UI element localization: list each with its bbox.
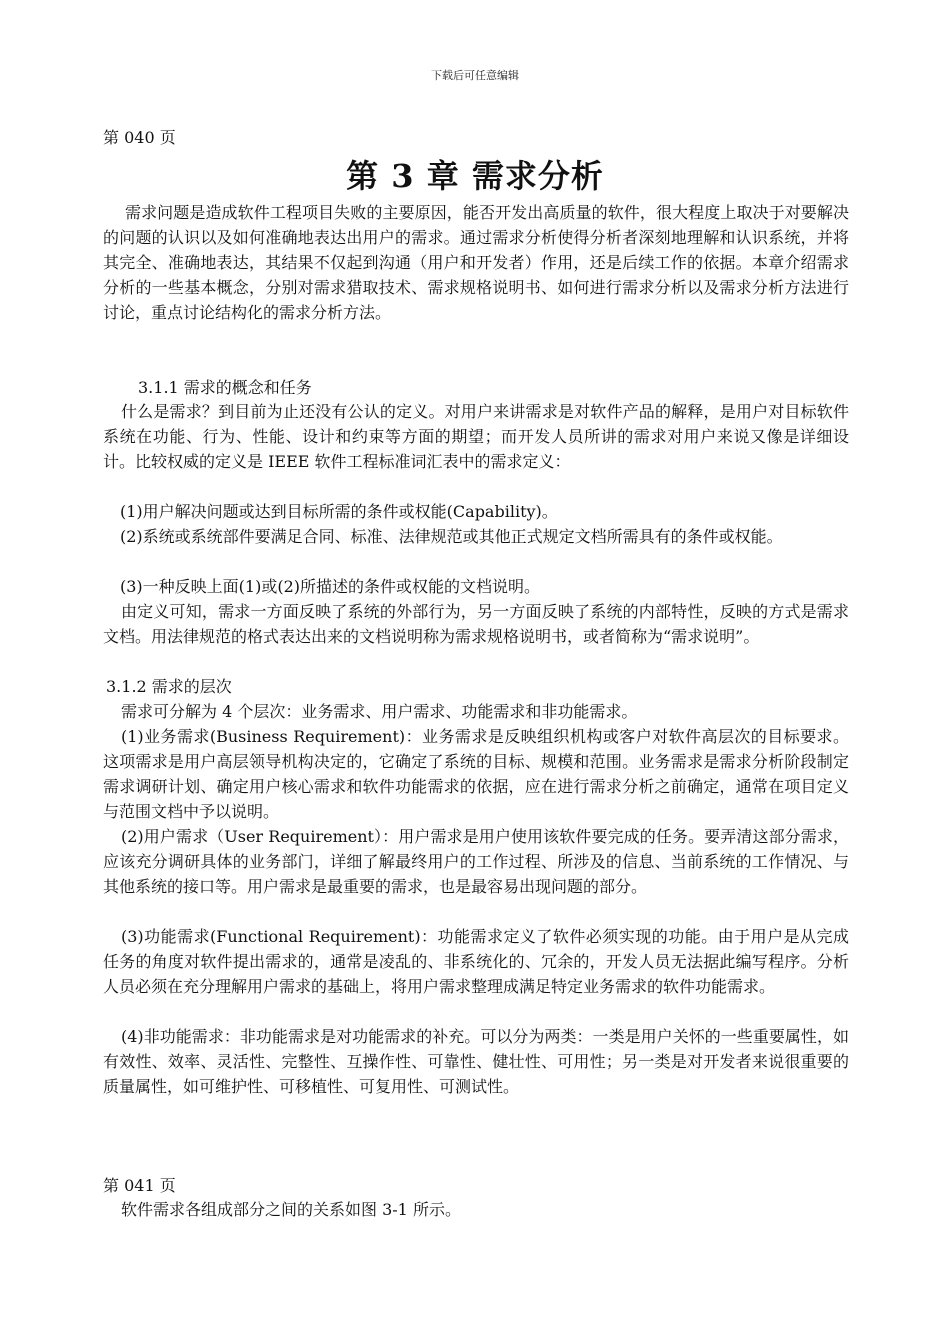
header-note: 下载后可任意编辑 — [431, 69, 519, 82]
definition-2: (2)系统或系统部件要满足合同、标准、法律规范或其他正式规定文档所需具有的条件或权能。 — [120, 527, 783, 546]
chapter-title: 第 3 章 需求分析 — [346, 157, 604, 195]
definition-summary: 由定义可知，需求一方面反映了系统的外部行为，另一方面反映了系统的内部特性，反映的方式是需求文档。用法律规范的格式表达出来的文档说明称为需求规格说明书，或者简称为“需求说明”。 — [103, 602, 849, 646]
section-3-1-2-heading: 3.1.2 需求的层次 — [106, 677, 232, 696]
levels-intro: 需求可分解为 4 个层次：业务需求、用户需求、功能需求和非功能需求。 — [121, 702, 638, 721]
definition-3: (3)一种反映上面(1)或(2)所描述的条件或权能的文档说明。 — [120, 577, 540, 596]
page-label-040: 第 040 页 — [103, 128, 176, 147]
definition-1: (1)用户解决问题或达到目标所需的条件或权能(Capability)。 — [120, 502, 558, 521]
level-1-business-requirement: (1)业务需求(Business Requirement)：业务需求是反映组织机构或客户对软件高层次的目标要求。这项需求是用户高层领导机构决定的，它确定了系统的目标、规模和范围。业务需求是需求分析阶段制定需求调研计划、确定用户核心需求和软件功能需求的依据，应在进行需求分析之前确定，通常在项目定义与范围文档中予以说明。 — [103, 727, 849, 821]
level-4-nonfunctional-requirement: (4)非功能需求：非功能需求是对功能需求的补充。可以分为两类：一类是用户关怀的一些重要属性，如有效性、效率、灵活性、完整性、互操作性、可靠性、健壮性、可用性；另一类是对开发者来说很重要的质量属性，如可维护性、可移植性、可复用性、可测试性。 — [103, 1027, 849, 1096]
section-3-1-1-heading: 3.1.1 需求的概念和任务 — [138, 378, 312, 397]
figure-reference: 软件需求各组成部分之间的关系如图 3-1 所示。 — [121, 1200, 461, 1219]
section-3-1-1-paragraph: 什么是需求？到目前为止还没有公认的定义。对用户来讲需求是对软件产品的解释，是用户对目标软件系统在功能、行为、性能、设计和约束等方面的期望；而开发人员所讲的需求对用户来说又像是详细设计。比较权威的定义是 IEEE 软件工程标准词汇表中的需求定义： — [103, 402, 849, 471]
level-2-user-requirement: (2)用户需求（User Requirement）：用户需求是用户使用该软件要完成的任务。要弄清这部分需求，应该充分调研具体的业务部门，详细了解最终用户的工作过程、所涉及的信息、当前系统的工作情况、与其他系统的接口等。用户需求是最重要的需求，也是最容易出现问题的部分。 — [103, 827, 849, 896]
intro-paragraph: 需求问题是造成软件工程项目失败的主要原因，能否开发出高质量的软件，很大程度上取决于对要解决的问题的认识以及如何准确地表达出用户的需求。通过需求分析使得分析者深刻地理解和认识系统，并将其完全、准确地表达，其结果不仅起到沟通（用户和开发者）作用，还是后续工作的依据。本章介绍需求分析的一些基本概念，分别对需求猎取技术、需求规格说明书、如何进行需求分析以及需求分析方法进行讨论，重点讨论结构化的需求分析方法。 — [103, 203, 849, 322]
level-3-functional-requirement: (3)功能需求(Functional Requirement)：功能需求定义了软件必须实现的功能。由于用户是从完成任务的角度对软件提出需求的，通常是凌乱的、非系统化的、冗余的，开发人员无法据此编写程序。分析人员必须在充分理解用户需求的基础上，将用户需求整理成满足特定业务需求的软件功能需求。 — [103, 927, 849, 996]
page-label-041: 第 041 页 — [103, 1176, 176, 1195]
